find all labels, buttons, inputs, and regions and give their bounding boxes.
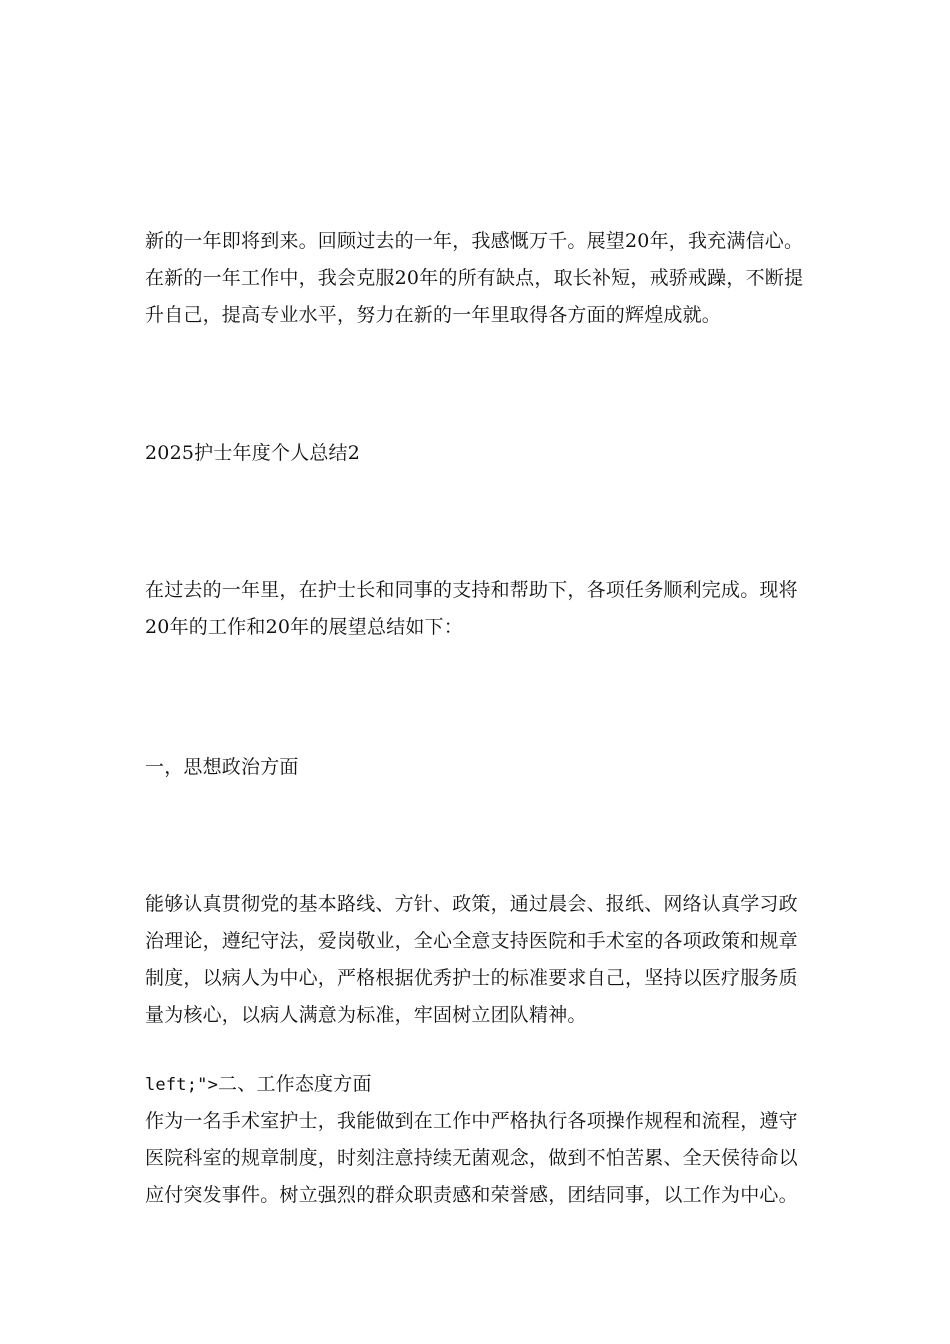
heading-work-attitude (145, 1072, 372, 1097)
paragraph-2-line-1: 在过去的一年里，在护士长和同事的支持和帮助下，各项任务顺利完成。现将 (145, 579, 798, 601)
paragraph-4-line-1: 作为一名手术室护士，我能做到在工作中严格执行各项操作规程和流程，遵守 (145, 1110, 798, 1132)
heading-work-attitude-prefix: left;"> (145, 1075, 219, 1095)
paragraph-4-line-2: 医院科室的规章制度，时刻注意持续无菌观念，做到不怕苦累、全天侯待命以 (145, 1147, 798, 1169)
paragraph-3-line-1: 能够认真贯彻党的基本路线、方针、政策，通过晨会、报纸、网络认真学习政 (145, 893, 798, 915)
paragraph-1-line-3: 升自己，提高专业水平，努力在新的一年里取得各方面的辉煌成就。 (145, 304, 722, 326)
heading-ideology: 一，思想政治方面 (145, 756, 299, 778)
paragraph-1-line-2: 在新的一年工作中，我会克服20年的所有缺点，取长补短，戒骄戒躁，不断提 (145, 267, 804, 289)
section-title-2: 2025护士年度个人总结2 (145, 442, 361, 464)
heading-work-attitude-text: 二、工作态度方面 (218, 1073, 372, 1095)
paragraph-2-line-2: 20年的工作和20年的展望总结如下： (145, 616, 463, 638)
paragraph-3-line-4: 量为核心，以病人满意为标准，牢固树立团队精神。 (145, 1004, 587, 1026)
paragraph-1-line-1: 新的一年即将到来。回顾过去的一年，我感慨万千。展望20年，我充满信心。 (145, 230, 804, 252)
paragraph-4-line-3: 应付突发事件。树立强烈的群众职责感和荣誉感，团结同事，以工作为中心。 (145, 1184, 798, 1206)
paragraph-3-line-3: 制度，以病人为中心，严格根据优秀护士的标准要求自己，坚持以医疗服务质 (145, 967, 798, 989)
paragraph-3-line-2: 治理论，遵纪守法，爱岗敬业，全心全意支持医院和手术室的各项政策和规章 (145, 930, 798, 952)
